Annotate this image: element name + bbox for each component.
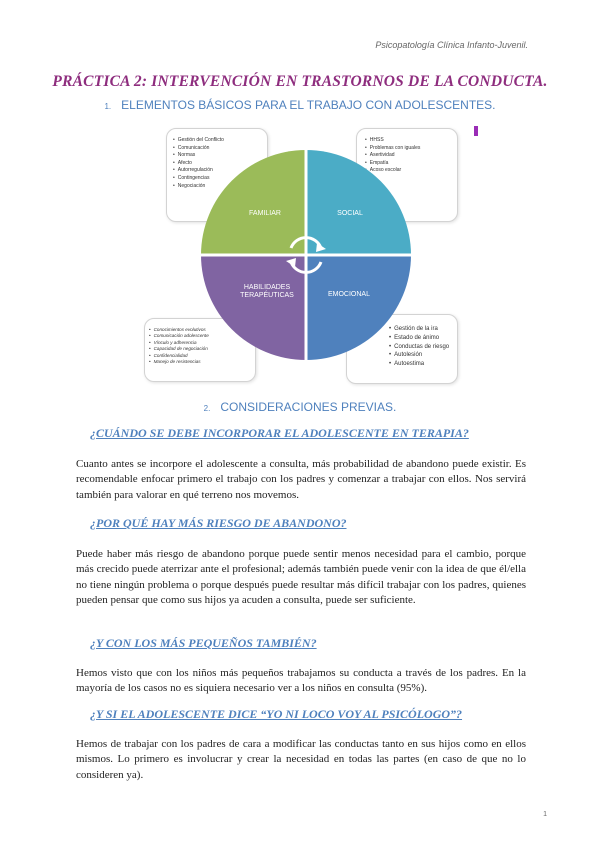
emocional-quadrant [306, 255, 411, 360]
section-heading-2 [0, 400, 600, 414]
habilidades-quadrant [201, 255, 306, 360]
section-number: 2. [203, 404, 211, 413]
section-heading-1 [0, 98, 600, 112]
social-item: • Asertividad [365, 152, 457, 160]
emocional-item: • Autoestima [389, 360, 457, 369]
paragraph-3: Hemos visto que con los niños más pequeños trabajamos su conducta a través de los padres. En la mayoría de los casos no es siquiera necesario ver a los niños en consulta (95%). [76, 667, 526, 695]
social-item: • Acoso escolar [365, 167, 457, 175]
habilidades-label: HABILIDADES TERAPÉUTICAS [240, 284, 294, 299]
habilidades-item: • Vínculo y adherencia [149, 340, 255, 346]
familiar-quadrant [201, 150, 306, 255]
page-header: Psicopatología Clínica Infanto-Juvenil. [375, 40, 528, 50]
quadrant-circle [140, 124, 470, 386]
social-label: SOCIAL [337, 210, 363, 217]
section-number: 1. [104, 102, 112, 111]
question-heading-3: ¿Y CON LOS MÁS PEQUEÑOS TAMBIÉN? [90, 636, 317, 650]
familiar-item: • Negociación [173, 183, 267, 191]
social-quadrant [306, 150, 411, 255]
familiar-item: • Autorregulación [173, 167, 267, 175]
intervention-diagram [140, 124, 470, 386]
section-label: CONSIDERACIONES PREVIAS. [220, 400, 397, 414]
familiar-item: • Contingencias [173, 175, 267, 183]
social-item: • Problemas con iguales [365, 145, 457, 153]
familiar-label: FAMILIAR [249, 210, 281, 217]
page-number: 1 [543, 811, 547, 818]
habilidades-item: • Confidencialidad [149, 353, 255, 359]
emocional-item: • Gestión de la ira [389, 325, 457, 334]
familiar-item: • Comunicación [173, 145, 267, 153]
habilidades-item: • Manejo de resistencias [149, 359, 255, 365]
purple-marker [474, 126, 478, 136]
emocional-item: • Autolesión [389, 351, 457, 360]
section-label: ELEMENTOS BÁSICOS PARA EL TRABAJO CON ADOLESCENTES. [121, 98, 496, 112]
paragraph-1: Cuanto antes se incorpore el adolescente a consulta, más probabilidad de abandono puede existir. Es recomendable enfocar primero el trabajo con los padres y comenzar a trabajar con ellos. Nos servirá también para valorar en qué terreno nos movemos. [76, 458, 526, 501]
familiar-item: • Normas [173, 152, 267, 160]
paragraph-2: Puede haber más riesgo de abandono porque puede sentir menos necesidad para el cambio, porque más crecido puede aterrizar ante el profesional; además también puede venir con la idea de que él/ella no tiene ningún problema o porque después puede resultar más difícil trabajar con los padres, quienes pueden pensar que como sus hijos ya acuden a consulta, puede ser suficiente. [76, 548, 526, 607]
familiar-item: • Gestión del Conflicto [173, 137, 267, 145]
habilidades-item: • Comunicación adolescente [149, 333, 255, 339]
familiar-item: • Afecto [173, 160, 267, 168]
emocional-item: • Estado de ánimo [389, 334, 457, 343]
question-heading-4: ¿Y SI EL ADOLESCENTE DICE “YO NI LOCO VOY AL PSICÓLOGO”? [90, 707, 463, 721]
page-title: PRÁCTICA 2: INTERVENCIÓN EN TRASTORNOS DE LA CONDUCTA. [52, 73, 548, 90]
habilidades-item: • Capacidad de negociación [149, 346, 255, 352]
emocional-item: • Conductas de riesgo [389, 343, 457, 352]
habilidades-item: • Conocimientos evolutivos [149, 327, 255, 333]
paragraph-4: Hemos de trabajar con los padres de cara a modificar las conductas tanto en sus hijos como en ellos mismos. Lo primero es involucrar y crear la necesidad en todas las partes (en caso de que no lo consideren ya). [76, 738, 526, 781]
question-heading-2: ¿POR QUÉ HAY MÁS RIESGO DE ABANDONO? [90, 516, 347, 530]
social-item: • HHSS [365, 137, 457, 145]
social-item: • Empatía [365, 160, 457, 168]
question-heading-1: ¿CUÁNDO SE DEBE INCORPORAR EL ADOLESCENTE EN TERAPIA? [90, 426, 469, 440]
emocional-label: EMOCIONAL [327, 291, 370, 298]
